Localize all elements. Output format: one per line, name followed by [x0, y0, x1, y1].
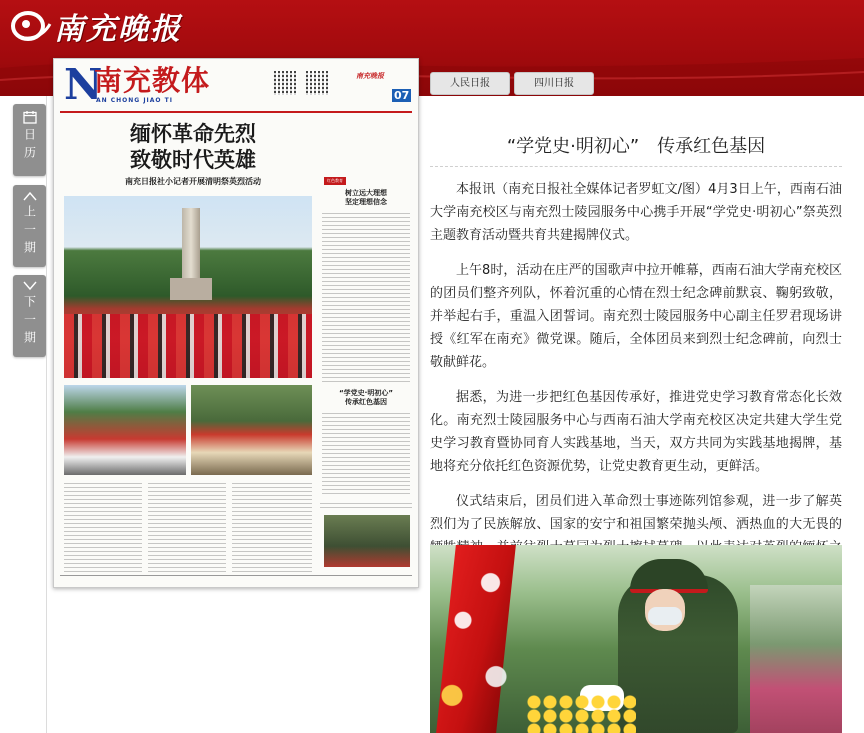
side-heading-2: [320, 389, 412, 407]
article-title: “学党史·明初心” 传承红色基因: [506, 136, 766, 157]
side-heading-1: [320, 189, 412, 207]
content-divider: [46, 96, 47, 733]
article-body: [430, 178, 842, 594]
article-photo[interactable]: [430, 545, 842, 733]
masthead-title: 南充教体: [94, 64, 211, 97]
calendar-label: 日历: [22, 128, 37, 164]
next-issue-label: 下一期: [22, 295, 37, 349]
site-logo-text: 南充晚报: [54, 12, 182, 47]
previous-issue-button[interactable]: [13, 185, 46, 267]
masthead-pinyin: AN CHONG JIAO TI: [96, 97, 173, 104]
photo-wreath: [430, 545, 540, 733]
tab-sichuan-daily[interactable]: 四川日报: [514, 72, 594, 95]
issue-number: 07: [394, 89, 410, 102]
main-photo[interactable]: [64, 196, 312, 378]
page-headline-line1: 缅怀革命先烈: [130, 121, 256, 146]
crowd-shape: [64, 314, 312, 378]
page-headline-line2: 致敬时代英雄: [130, 147, 256, 172]
photo-background-flowers: [750, 585, 842, 733]
side-heading-2-line2: 传承红色基因: [345, 398, 387, 406]
article-paragraph: 仪式结束后，团员们进入革命烈士事迹陈列馆参观，进一步了解英烈们为了民族解放、国家的安宁和祖国繁荣抛头颅、洒热血的大无畏的: [430, 494, 842, 532]
chevron-up-icon: [23, 191, 37, 201]
photo-yellow-flowers: [526, 695, 636, 733]
photo-soldier-cap: [630, 559, 708, 593]
article-paragraph: 本报讯（南充日报社全媒体记者罗虹文/图）4月3日上午，西南石油大学南充校区与南充烈士陵园服务中心携手开展“学党史·明初心”祭英烈主题教育活动暨共育共建揭牌仪式。: [430, 182, 842, 243]
qr-code-icon: [274, 71, 298, 95]
previous-issue-label: 上一期: [22, 205, 37, 259]
tab-peoples-daily[interactable]: 人民日报: [430, 72, 510, 95]
body-text-column: [148, 483, 226, 573]
calendar-button[interactable]: [13, 104, 46, 176]
article-paragraph: 上午8时，活动在庄严的国歌声中拉开帷幕，西南石油大学南充校区的团员们整齐列队，怀着沉重的心情在烈士纪念碑前默哀、鞠躬致敬，并举起右手，重温入团誓词。南充烈士陵园服务中心副主任罗君现场讲授《红军在南充》微党课。随后，全体团员来到烈士纪念碑前，向烈士敬献鲜花。: [430, 263, 842, 370]
side-heading-1-line1: 树立远大理想: [345, 189, 387, 197]
masthead-brand: 南充晚报: [356, 72, 384, 80]
article-paragraph: 据悉，为进一步把红色基因传承好，推进党史学习教育常态化长效化。南充烈士陵园服务中心与西南石油大学南充校区决定共建大学生党史学习教育暨协同育人实践基地，当天，双方共同为实践基地揭牌，基地将充分依托红色资源优势，让党史教育更生动，更鲜活。: [430, 390, 842, 474]
page-headline[interactable]: [78, 121, 308, 173]
side-tag: 红色教育: [324, 177, 346, 185]
side-text-block: [320, 503, 412, 511]
side-column[interactable]: [320, 177, 412, 497]
page-subheadline: 南充日报社小记者开展清明祭英烈活动: [125, 177, 261, 186]
side-heading-2-line1: “学党史·明初心”: [339, 389, 393, 397]
next-issue-button[interactable]: [13, 275, 46, 357]
site-logo[interactable]: [8, 6, 182, 46]
photo-small[interactable]: [324, 515, 410, 567]
photo-cleaning-tombstone[interactable]: [191, 385, 312, 475]
body-text-column: [64, 483, 142, 573]
chevron-down-icon: [23, 281, 37, 291]
photo-students[interactable]: [64, 385, 186, 475]
page-footer: [60, 575, 412, 584]
photo-soldier-mask: [648, 607, 682, 625]
masthead-rule: [60, 111, 412, 113]
body-text-column: [232, 483, 312, 573]
masthead-letter: N: [64, 60, 103, 109]
masthead: [62, 60, 410, 109]
monument-shape: [182, 208, 200, 298]
side-text-block: [322, 413, 410, 497]
qr-code-icon: [306, 71, 330, 95]
calendar-icon: [23, 110, 37, 124]
article-title-divider: [430, 166, 842, 167]
newspaper-page[interactable]: [53, 58, 419, 588]
side-text-block: [322, 213, 410, 383]
side-heading-1-line2: 坚定理想信念: [345, 198, 387, 206]
swoosh-logo-icon: [8, 8, 52, 44]
